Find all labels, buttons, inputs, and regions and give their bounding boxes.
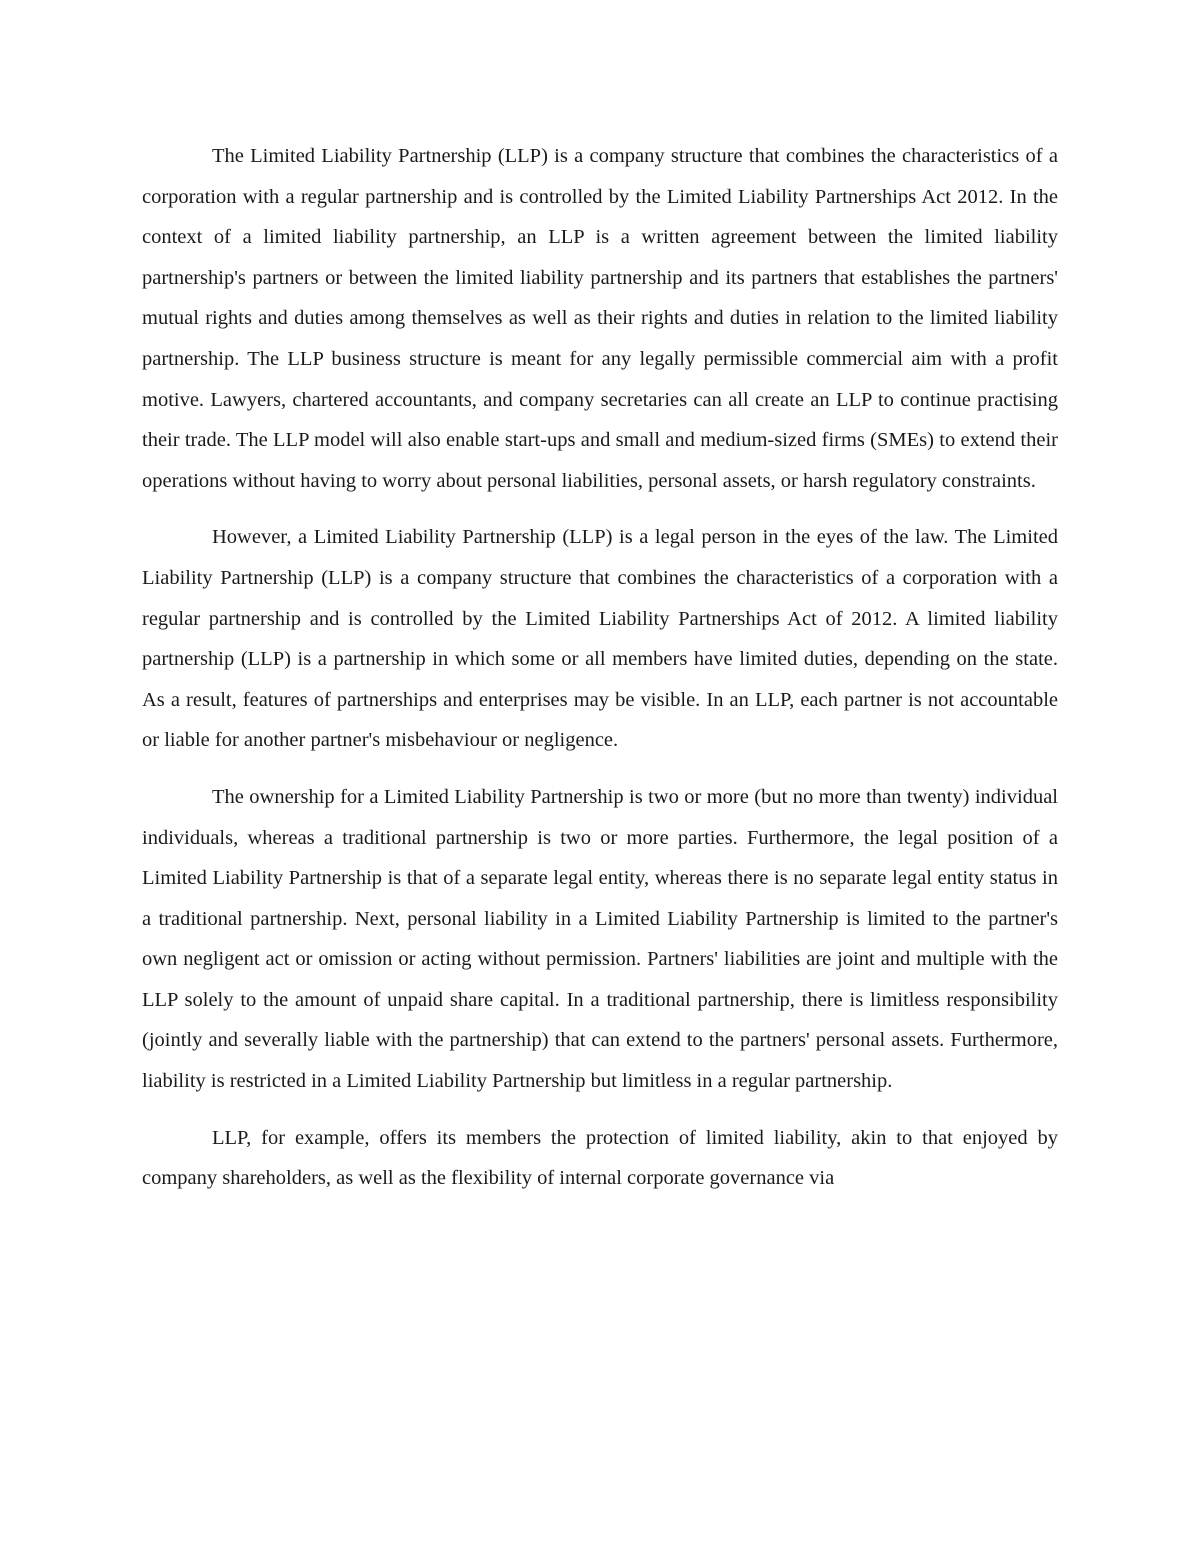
- paragraph-1: The Limited Liability Partnership (LLP) is a company structure that combines the characteristics of a corporation with a regular partnership and is controlled by the Limited Liability Partnerships Act 2012. In the context of a limited liability partnership, an LLP is a written agreement between the limited liability partnership's partners or between the limited liability partnership and its partners that establishes the partners' mutual rights and duties among themselves as well as their rights and duties in relation to the limited liability partnership. The LLP business structure is meant for any legally permissible commercial aim with a profit motive. Lawyers, chartered accountants, and company secretaries can all create an LLP to continue practising their trade. The LLP model will also enable start-ups and small and medium-sized firms (SMEs) to extend their operations without having to worry about personal liabilities, personal assets, or harsh regulatory constraints.: [142, 145, 1058, 492]
- document-body: [142, 136, 1058, 1215]
- paragraph-3: The ownership for a Limited Liability Partnership is two or more (but no more than twenty) individual individuals, whereas a traditional partnership is two or more parties. Furthermore, the legal position of a Limited Liability Partnership is that of a separate legal entity, whereas there is no separate legal entity status in a traditional partnership. Next, personal liability in a Limited Liability Partnership is limited to the partner's own negligent act or omission or acting without permission. Partners' liabilities are joint and multiple with the LLP solely to the amount of unpaid share capital. In a traditional partnership, there is limitless responsibility (jointly and severally liable with the partnership) that can extend to the partners' personal assets. Furthermore, liability is restricted in a Limited Liability Partnership but limitless in a regular partnership.: [142, 785, 1058, 1093]
- paragraph-4: LLP, for example, offers its members the protection of limited liability, akin to that enjoyed by company shareholders, as well as the flexibility of internal corporate governance via: [142, 1126, 1058, 1190]
- paragraph-2: However, a Limited Liability Partnership (LLP) is a legal person in the eyes of the law. The Limited Liability Partnership (LLP) is a company structure that combines the characteristics of a corporation with a regular partnership and is controlled by the Limited Liability Partnerships Act of 2012. A limited liability partnership (LLP) is a partnership in which some or all members have limited duties, depending on the state. As a result, features of partnerships and enterprises may be visible. In an LLP, each partner is not accountable or liable for another partner's misbehaviour or negligence.: [142, 526, 1058, 752]
